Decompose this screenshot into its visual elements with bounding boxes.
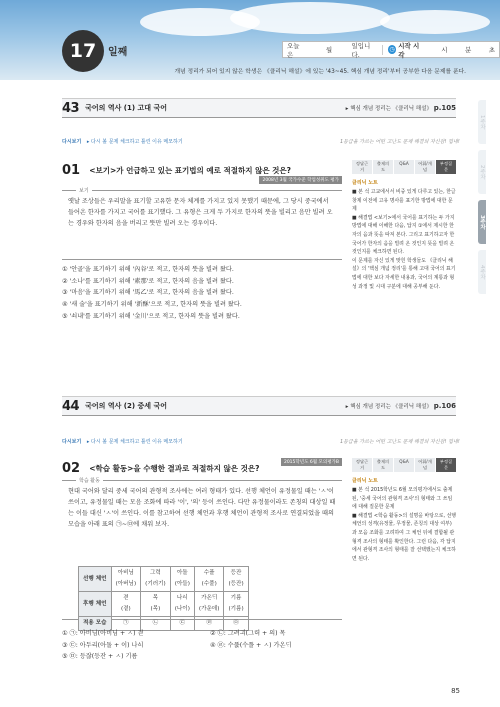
row-head-following: 후행 체언: [79, 592, 112, 617]
week-tab-3[interactable]: 3주차: [478, 200, 486, 244]
question-number: 01: [62, 163, 81, 178]
question-text: <보기>가 언급하고 있는 표기법의 예로 적절하지 않은 것은?: [89, 166, 292, 175]
choice-list-left: [62, 628, 202, 663]
tag-vocab[interactable]: 어휘/개념: [415, 160, 435, 174]
reference-box: [62, 190, 342, 260]
concept-link-text: 핵심 개념 정리는 《클리닉 해설》: [350, 106, 432, 112]
choice-list: [62, 264, 242, 323]
review-bar: [62, 138, 183, 145]
clinic-sidebar-43: [352, 160, 456, 291]
table-cell: 가온ᄃᆡ (가운데): [194, 592, 224, 617]
table-cell: 나ᅀᅵ (나이): [170, 592, 194, 617]
choice-1[interactable]: ① ㉠: 아비님(아비님 + ㅅ) 겯: [62, 630, 144, 637]
concept-link-page: p.105: [433, 104, 456, 112]
genitive-table: [78, 566, 249, 631]
review-text: 다시 볼 문제 체크하고 틀린 이유 메모하기: [91, 139, 183, 145]
tag-qa[interactable]: Q&A: [394, 160, 414, 174]
table-cell: 겯 (곁): [111, 592, 141, 617]
question-source: 2008년 3월 국가수준 학업성취도 평가: [259, 176, 342, 184]
choice-5[interactable]: ⑤ '쇠내'를 표기하기 위해 '金川'으로 적고, 한자의 뜻을 빌려 왔다.: [62, 312, 240, 320]
choice-1[interactable]: ① '안골'을 표기하기 위해 '內谷'로 적고, 한자의 뜻을 빌려 왔다.: [62, 266, 234, 273]
cloud-decoration: [380, 10, 490, 34]
intro-note: 개념 정리가 되어 있지 않은 학생은 《클리닉 해설》에 있는 '43~45. 핵심 개념 정리'부터 공부한 다음 문제를 푼다.: [174, 69, 466, 75]
table-cell: ㉢: [170, 617, 194, 631]
week-tab-2[interactable]: 2주차: [478, 150, 486, 194]
date-today-label: 오늘은: [287, 41, 300, 59]
date-month-label: 월: [325, 46, 333, 54]
start-time-label: [388, 41, 424, 59]
table-cell: 수플 (수풀): [194, 567, 224, 592]
choice-list-right: [210, 628, 344, 651]
page-number: 85: [451, 687, 460, 695]
minute-label: 분: [464, 46, 472, 54]
week-tab-4[interactable]: 4주차: [478, 250, 486, 294]
tag-negative[interactable]: 부정질문: [436, 458, 456, 472]
day-suffix: 일째: [108, 47, 128, 58]
date-line: [282, 41, 500, 58]
clinic-label: 클리닉 노트: [352, 478, 378, 484]
table-cell: ㉡: [141, 617, 171, 631]
table-cell: 아비님 (아버님): [111, 567, 141, 592]
tag-intent[interactable]: 출제의도: [373, 160, 393, 174]
table-cell: 기름 (기름): [224, 592, 248, 617]
question-number: 02: [62, 461, 81, 476]
clinic-sidebar-44: [352, 458, 456, 563]
row-head-applied: 적용 모습: [79, 617, 112, 631]
concept-link-text: 핵심 개념 정리는 《클리닉 해설》: [350, 404, 432, 410]
review-text: 다시 볼 문제 체크하고 틀린 이유 메모하기: [91, 439, 183, 445]
second-label: 초: [488, 46, 495, 54]
tag-row: [352, 458, 456, 472]
section-title: 국어의 역사 (1) 고대 국어: [85, 104, 167, 112]
choice-5[interactable]: ⑤ ㉤: 등잖(등잔 + ㅅ) 기름: [62, 653, 138, 661]
table-cell: 등잔 (등잔): [224, 567, 248, 592]
handwritten-note: 1등급을 가르는 어떤 고난도 문제 해결의 자신감! 힘내!: [340, 439, 460, 445]
review-label: 다시보기: [62, 139, 82, 145]
table-cell: 그력 (기러기): [141, 567, 171, 592]
table-cell: 아돌 (아들): [170, 567, 194, 592]
week-tabs: [478, 100, 500, 300]
day-number-badge: 17: [62, 30, 104, 72]
clinic-text: ■ 본 석 고교에서서 비중 있게 다루고 있는, 한글 창제 이전에 고유 명사를 표기한 방법에 대한 문제 ■ 해결법 <보기>에서 국어를 표기하는 두 가지 방법에 대해 이해한 다음, 답지 ①에서 제시한 한자의 음과 뜻을 따져 본다. 그리고 표기하고자 한 국어가 한자의 음을 빌려 온 것인지 뜻을 빌려 온 것인지를 체크하면 된다. 이 문제를 자신 있게 맞힌 학생들도 《클리닉 해설》의 '핵심 개념 정리'를 통해 고대 국어의 표기법에 대한 보다 자세한 내용과, 국어의 계통과 형성 과정 및 시대 구분에 대해 공부해 둔다.: [352, 189, 456, 290]
box-label: 보기: [76, 186, 92, 197]
section-43-header: [62, 98, 456, 118]
clock-icon: ◷: [389, 46, 395, 53]
concept-link[interactable]: ▸ 핵심 개념 정리는 《클리닉 해설》 p.105: [345, 104, 456, 112]
handwritten-note: 1등급을 가르는 어떤 고난도 문제 해결의 자신감! 힘내!: [340, 139, 460, 145]
passage-text: 옛날 조상들은 우리말을 표기할 고유한 문자 체계를 가지고 있지 못했기 때문에, 그 당시 중국에서 들어온 한자를 가지고 국어를 표기했다. 그 유형은 크게 두 가지로 한자의 뜻을 빌리고 음만 빌려 오는 경우와 한자의 음을 버리고 뜻만 빌려 오는 경우이다.: [68, 198, 333, 227]
question-01: [62, 160, 342, 340]
choice-3[interactable]: ③ '마음'을 표기하기 위해 '馬乙'로 적고, 한자의 음을 빌려 왔다.: [62, 289, 234, 297]
clinic-text: ■ 본 석 2015학년도 6월 모의평가에서도 출제된, '중세 국어의 관형격 조사'의 형태와 그 쓰임에 대해 질문한 문제 ■ 해결법 <학습 활동>의 설명을 바탕으로, 선행 체언의 성격(유정물, 무정물, 존칭의 대상 여부)과 모음 조화를 고려하여 그 체언 뒤에 결합될 관형격 조사의 형태를 확인한다. 그런 다음, 각 답지에서 관형격 조사의 형태를 잘 선택했는지 체크하면 된다.: [352, 487, 457, 562]
choice-3[interactable]: ③ ㉢: 아두리(아돌 + 이) 나ᅀᅵ: [62, 641, 144, 649]
tag-qa[interactable]: Q&A: [394, 458, 414, 472]
choice-4[interactable]: ④ ㉣: 수픐(수플 + ㅅ) 가온ᄃᆡ: [210, 641, 292, 649]
table-cell: ㉤: [224, 617, 248, 631]
review-bar: [62, 438, 183, 445]
hour-label: 시: [441, 46, 448, 54]
question-source: 2015학년도 6월 모의평가B: [281, 458, 342, 466]
start-time-text: 시작 시각: [398, 41, 420, 59]
table-cell: ㉣: [194, 617, 224, 631]
box-label: 학습 활동: [76, 476, 103, 487]
table-cell: ㉠: [111, 617, 141, 631]
week-tab-1[interactable]: 1주차: [478, 100, 486, 144]
row-head-preceding: 선행 체언: [79, 567, 112, 592]
checkbox-icon[interactable]: ▸: [86, 439, 90, 445]
checkbox-icon[interactable]: ▸: [86, 139, 90, 145]
question-text: <학습 활동>을 수행한 결과로 적절하지 않은 것은?: [89, 464, 260, 473]
section-title: 국어의 역사 (2) 중세 국어: [85, 402, 167, 410]
activity-box: [62, 478, 342, 626]
review-label: 다시보기: [62, 439, 82, 445]
tag-vocab[interactable]: 어휘/개념: [415, 458, 435, 472]
tag-negative[interactable]: 부정질문: [436, 160, 456, 174]
tag-intent[interactable]: 출제의도: [373, 458, 393, 472]
clinic-label: 클리닉 노트: [352, 180, 378, 186]
concept-link-page: p.106: [433, 402, 456, 410]
tag-answer-basis[interactable]: 정답근거: [352, 160, 372, 174]
date-day-label: 일입니다.: [351, 41, 371, 59]
section-number: 43: [62, 100, 80, 116]
table-cell: 목 (목): [141, 592, 171, 617]
question-02: [62, 458, 342, 661]
choice-4[interactable]: ④ '새 술'을 표기하기 위해 '新酥'으로 적고, 한자의 뜻을 빌려 왔다.: [62, 301, 242, 309]
cloud-decoration: [230, 2, 390, 34]
section-number: 44: [62, 398, 80, 414]
tag-answer-basis[interactable]: 정답근거: [352, 458, 372, 472]
concept-link[interactable]: ▸ 핵심 개념 정리는 《클리닉 해설》 p.106: [345, 402, 456, 410]
passage-text: 현대 국어와 달리 중세 국어의 관형적 조사에는 여러 형태가 있다. 선행 체언이 유정물일 때는 'ㅅ'이 쓰이고, 유정물일 때는 모음 조화에 따라 '이', '의' 등이 쓰인다. 다만 유정물이라도 존칭의 대상일 때는 이들 대신 'ㅅ'이 쓰인다. 이를 참고하여 선행 체언과 후행 체언이 관형적 조사로 연결되었을 때의 모습을 아래 표의 ㉠~㉤에 채워 보자.: [68, 488, 336, 528]
choice-2[interactable]: ② ㉡: 그려긔(그력 + 의) 목: [210, 630, 286, 637]
tag-row: [352, 160, 456, 174]
section-44-header: [62, 396, 456, 416]
choice-2[interactable]: ② '소나'를 표기하기 위해 '素那'로 적고, 한자의 음을 빌려 왔다.: [62, 277, 234, 285]
